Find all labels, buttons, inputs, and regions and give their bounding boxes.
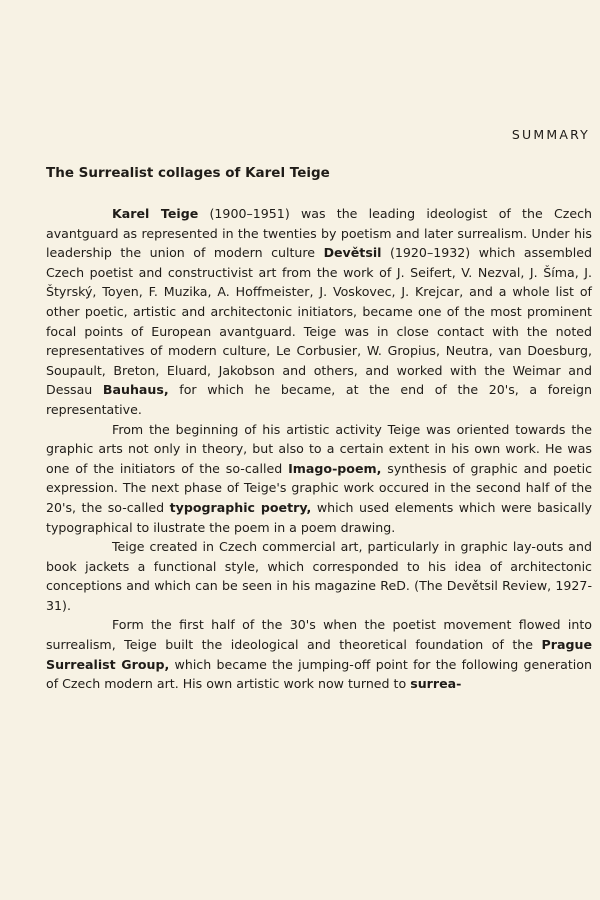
emphasized-term: Bauhaus, [102,382,169,398]
paragraph-text: which used elements which were basically typographical to ilustrate the poem in a poem drawing. [46,499,592,535]
section-heading: SUMMARY [511,127,590,142]
paragraph-text: (1900–1951) was the leading ideologist of the Czech avantguard as represented in the twenties by poetism and later surrealism. Under his leadership the union of modern culture [46,206,593,261]
emphasized-term: typographic poetry, [169,499,312,515]
emphasized-term: Devětsil [323,245,382,261]
emphasized-term: surrea- [410,676,462,692]
paragraph-text: synthesis of graphic and poetic expression. The next phase of Teige's graphic work occured in the second half of the 20's, the so-called [46,460,592,515]
emphasized-term: Imago-poem, [288,460,382,476]
paragraph-text: Form the first half of the 30's when the poetist movement flowed into surrealism, Teige built the ideological and theoretical foundation of the [46,617,592,653]
emphasized-term: Prague Surrealist Group, [46,637,592,672]
paragraph-2 [46,420,592,538]
paragraph-4 [46,615,592,693]
paragraph-text: From the beginning of his artistic activity Teige was oriented towards the graphic arts not only in theory, but also to a certain extent in his own work. He was one of the initiators of the so-called [46,421,592,476]
article-title: The Surrealist collages of Karel Teige [46,165,330,181]
paragraph-text: which became the jumping-off point for the following generation of Czech modern art. His own artistic work now turned to [46,656,592,692]
paragraph-3 [46,537,592,615]
paragraph-text: for which he became, at the end of the 20's, a foreign representative. [46,382,592,417]
paragraph-text: (1920–1932) which assembled Czech poetist and constructivist art from the work of J. Seifert, V. Nezval, J. Šíma, J. Štyrský, Toyen, F. Muzika, A. Hoffmeister, J. Voskovec, J. Krejcar, and a whole list of other poetic, artistic and architectonic initiators, became one of the most prominent focal points of European avantguard. Teige was in close contact with the noted representatives of modern culture, Le Corbusier, W. Gropius, Neutra, van Doesburg, Soupault, Breton, Eluard, Jakobson and others, and worked with the Weimar and Dessau [46,245,592,398]
paragraph-text: Teige created in Czech commercial art, particularly in graphic lay-outs and book jackets a functional style, which corresponded to his idea of architectonic conceptions and which can be seen in his magazine ReD. (The Devětsil Review, 1927-31). [46,539,592,613]
emphasized-term: Karel Teige [112,206,199,221]
paragraph-1 [46,204,592,420]
article-body [46,204,592,694]
